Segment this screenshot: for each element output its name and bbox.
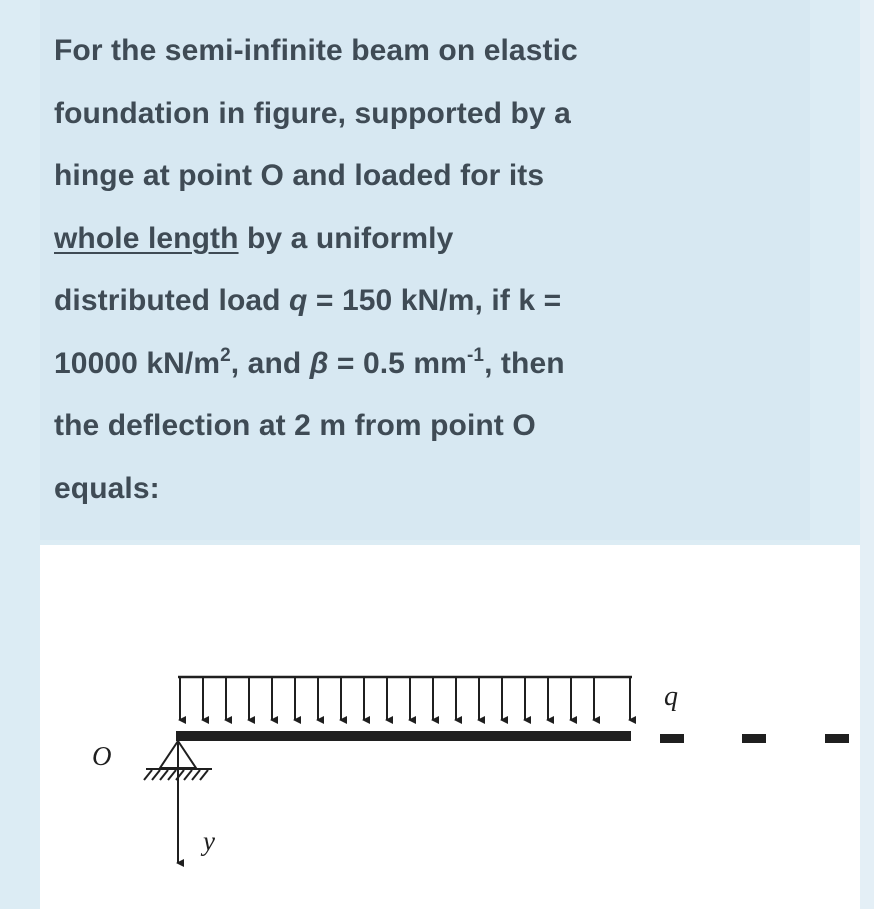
beam-figure-panel xyxy=(40,545,860,909)
beam xyxy=(176,731,631,741)
question-line-8: equals: xyxy=(54,471,160,505)
question-line-6-b: , and xyxy=(230,346,310,380)
question-text xyxy=(54,20,796,520)
load-label: q xyxy=(664,681,678,712)
question-line-3: hinge at point O and loaded for its xyxy=(54,159,545,192)
question-line-5-b: = 150 kN/m, if k = xyxy=(307,284,562,317)
beam-continuation-dashes xyxy=(660,734,849,743)
question-line-6-a: 10000 kN/m xyxy=(54,346,221,380)
beta-symbol: β xyxy=(309,346,329,380)
superscript-minus-1: -1 xyxy=(466,344,485,366)
question-line-5-a: distributed load xyxy=(54,284,290,317)
beam-diagram xyxy=(40,545,860,909)
load-symbol-q: q xyxy=(289,284,308,317)
origin-label: O xyxy=(92,741,112,771)
underlined-phrase: whole length xyxy=(54,221,239,255)
question-line-7: the deflection at 2 m from point O xyxy=(54,409,536,442)
superscript-2: 2 xyxy=(220,344,231,366)
question-card xyxy=(40,0,810,540)
question-line-6-d: , then xyxy=(484,346,565,380)
distributed-load-arrows xyxy=(180,677,630,720)
question-line-1: For the semi-infinite beam on elastic xyxy=(54,34,578,67)
question-line-6-c: = 0.5 mm xyxy=(328,346,467,380)
right-edge-strip xyxy=(860,0,874,909)
question-line-2: foundation in figure, supported by a xyxy=(54,96,571,130)
question-line-4-rest: by a uniformly xyxy=(238,221,454,255)
y-axis-label: y xyxy=(203,826,215,856)
